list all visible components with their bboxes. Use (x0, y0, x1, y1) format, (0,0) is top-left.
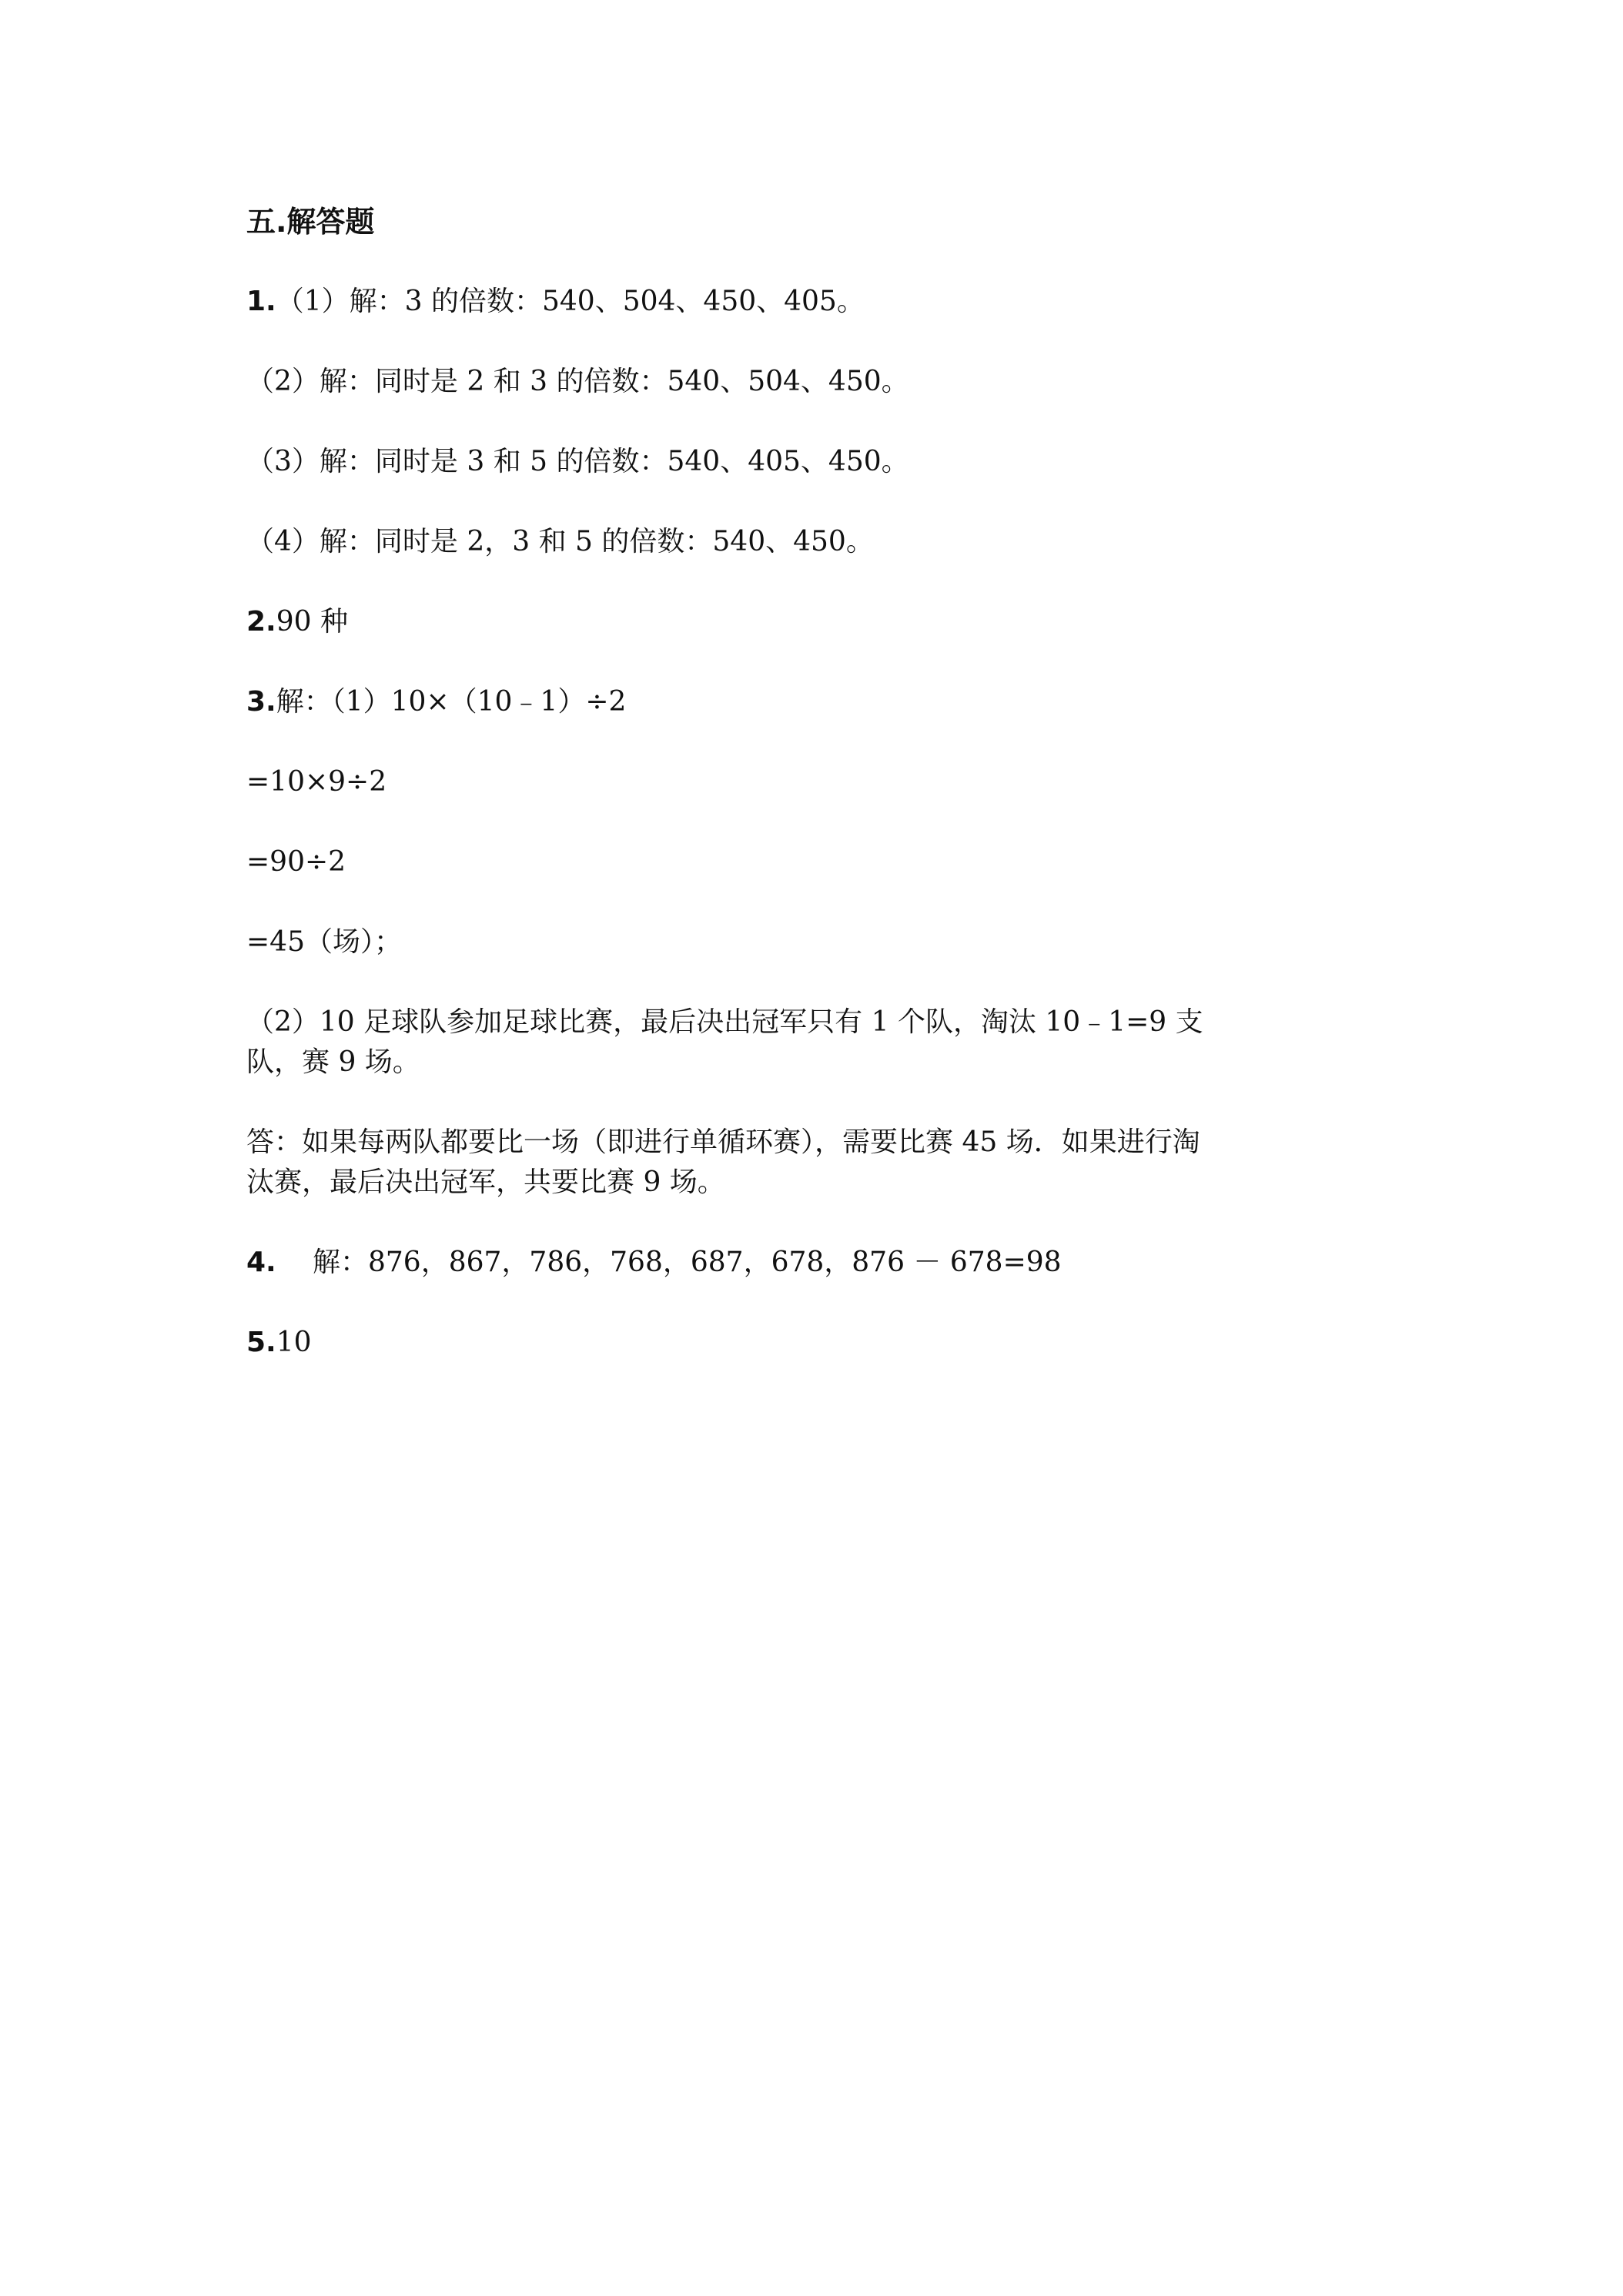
q3-line5: （2）10 足球队参加足球比赛，最后决出冠军只有 1 个队，淘汰 10﹣1=9 支 (246, 1006, 1203, 1038)
q4-text: 解：876，867，786，768，687，678，876 － 678=98 (313, 1247, 1062, 1278)
q5-answer (246, 1323, 312, 1363)
q1-part3: （3）解：同时是 3 和 5 的倍数：540、405、450。 (246, 446, 909, 477)
q5-number: 5. (246, 1327, 276, 1358)
q2-number: 2. (246, 606, 276, 638)
q1-part2: （2）解：同时是 2 和 3 的倍数：540、504、450。 (246, 366, 909, 397)
q3-answer-line2: 汰赛，最后决出冠军，共要比赛 9 场。 (246, 1166, 725, 1198)
q3-line4: =45（场）； (246, 926, 402, 958)
q3-line2: =10×9÷2 (246, 766, 387, 798)
q1-part1-text: （1）解：3 的倍数：540、504、450、405。 (276, 286, 865, 317)
q3-line1-text: 解：（1）10×（10﹣1）÷2 (276, 686, 627, 718)
q2-answer (246, 602, 348, 642)
q3-line1 (246, 682, 626, 722)
q1-number: 1. (246, 286, 276, 317)
q1-part4: （4）解：同时是 2，3 和 5 的倍数：540、450。 (246, 526, 874, 557)
q3-line6: 队，赛 9 场。 (246, 1046, 420, 1078)
section-title: 五.解答题 (246, 205, 375, 239)
q2-text: 90 种 (276, 606, 348, 638)
q3-answer-line1: 答：如果每两队都要比一场（即进行单循环赛），需要比赛 45 场．如果进行淘 (246, 1126, 1200, 1158)
q3-line3: =90÷2 (246, 846, 346, 878)
q1-part1 (246, 282, 865, 322)
q5-text: 10 (276, 1327, 312, 1358)
q4-answer (246, 1243, 1062, 1283)
q3-number: 3. (246, 686, 276, 718)
q4-number: 4. (246, 1247, 276, 1278)
